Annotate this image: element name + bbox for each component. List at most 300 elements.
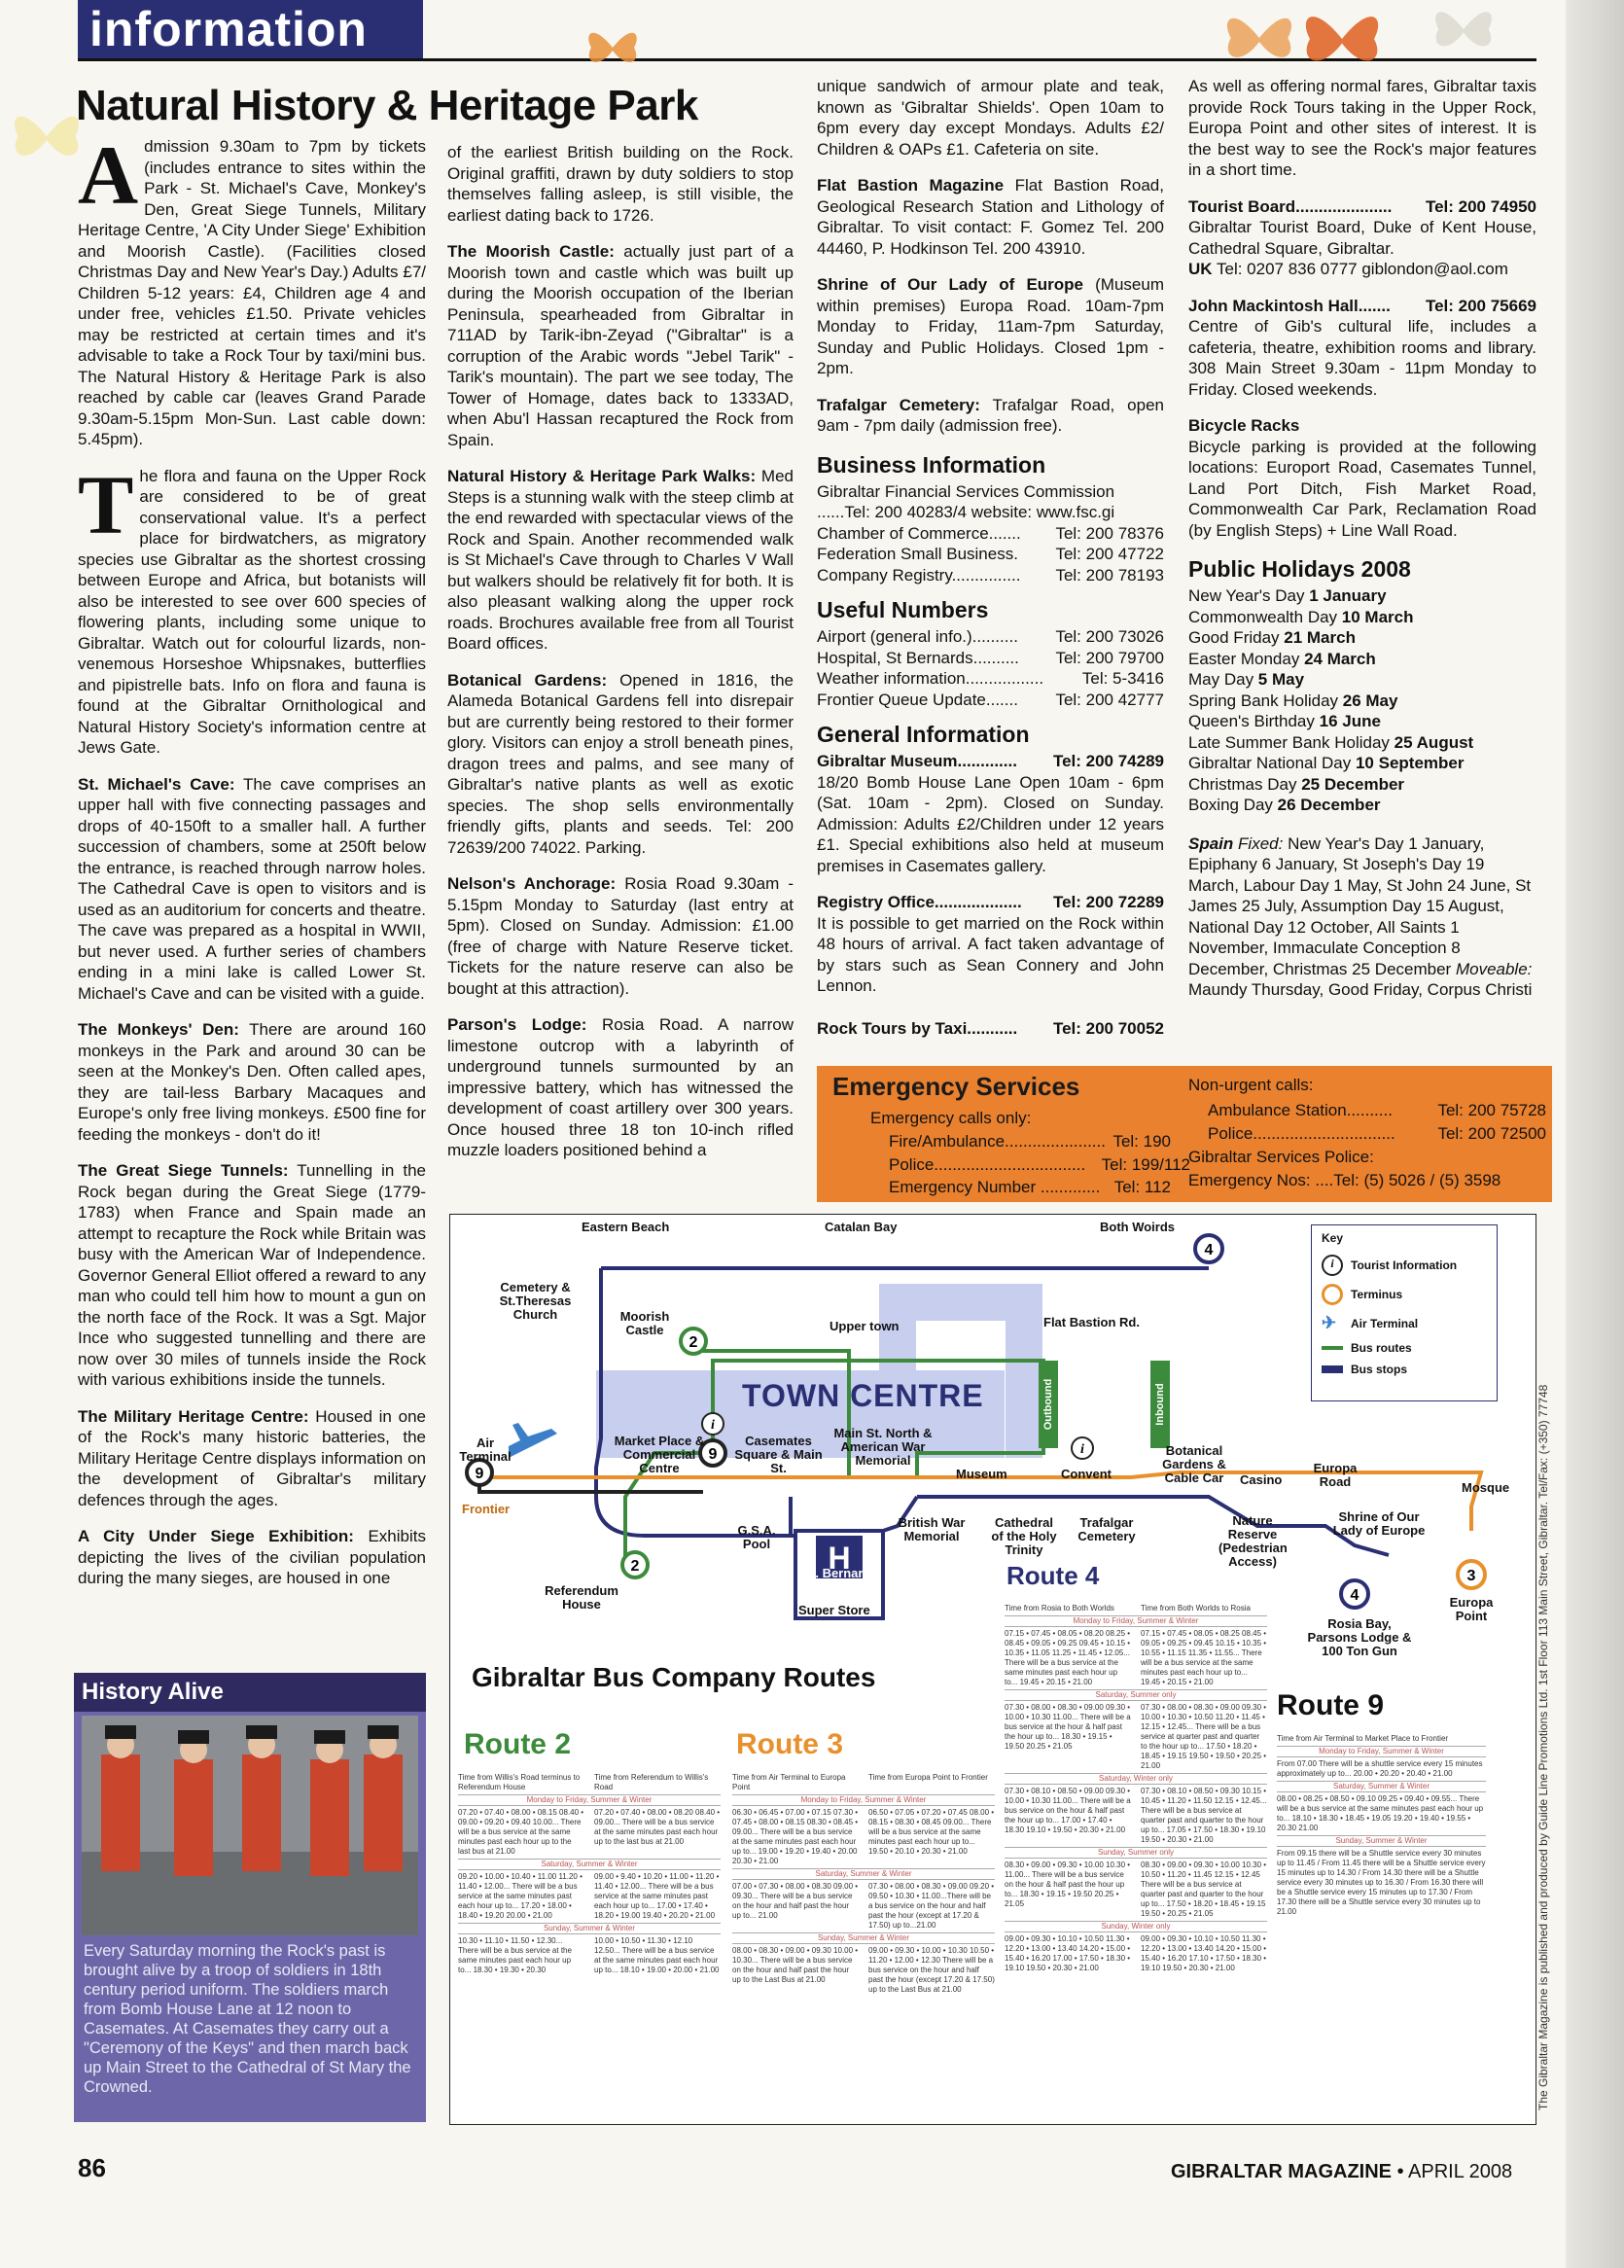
timetable-period: Sunday, Summer & Winter xyxy=(732,1932,995,1944)
row-value: Tel: 200 78376 xyxy=(1055,523,1164,543)
section-heading: Flat Bastion Magazine xyxy=(817,176,1005,195)
mackintosh-row xyxy=(1188,296,1536,317)
key-item xyxy=(1312,1251,1497,1280)
bus-stop-icon xyxy=(1322,1365,1343,1373)
map-label-british-war: British War Memorial xyxy=(898,1515,966,1543)
timetable-times: 09.00 • 09.30 • 10.10 • 10.50 11.30 • 12.20 • 13.00 • 13.40 14.20 • 15.00 • 15.40 • 16.20 17.10 • 17.50 • 18.30 • 19.10 19.50 • 20.30 • 21.00 xyxy=(1141,1934,1267,1972)
map-label-casemates: Casemates Square & Main St. xyxy=(734,1434,823,1475)
timetable-row xyxy=(732,1882,995,1931)
butterfly-icon xyxy=(1430,0,1498,58)
timetable-times: 09.00 • 9.40 • 10.20 • 11.00 • 11.20 • 11.40 • 12.00... There will be a bus service at the same minutes past each hour up to... 17.00 • 17.40 • 18.20 • 19.00 19.40 • 20.20 • 21.00 xyxy=(594,1872,720,1920)
emergency-row xyxy=(889,1178,1171,1197)
section-heading: The Monkeys' Den: xyxy=(78,1020,239,1039)
hospital-glyph: H xyxy=(828,1541,851,1576)
row-value: Tel: 200 72289 xyxy=(1052,893,1164,911)
footer-masthead xyxy=(1171,2161,1512,2183)
key-item xyxy=(1312,1280,1497,1309)
row-label: Airport (general info.).......... xyxy=(817,627,1018,646)
holiday-date: 26 May xyxy=(1342,691,1398,710)
row-label: Emergency Number ............. xyxy=(889,1178,1101,1196)
emergency-box xyxy=(817,1066,1552,1202)
map-label-super-store: Super Store xyxy=(798,1603,870,1617)
terminus-number: 9 xyxy=(475,1466,484,1482)
timetable-times: 06.50 • 07.05 • 07.20 • 07.45 08.00 • 08.15 • 08.30 • 08.45 09.00... There will be a bus service at the same minutes past each hour up to... 19.50 • 20.10 • 20.30 • 21.00 xyxy=(868,1808,995,1856)
timetable-col-label: Time from Both Worlds to Rosia xyxy=(1141,1604,1251,1612)
timetable-times: 09.20 • 10.00 • 10.40 • 11.00 11.20 • 11.40 • 12.00... There will be a bus service at the same minutes past each hour up to... 17.20 • 18.00 • 18.40 • 19.20 20.00 • 21.00 xyxy=(458,1872,583,1920)
timetable-period: Monday to Friday, Summer & Winter xyxy=(458,1794,721,1806)
row-label: Rock Tours by Taxi........... xyxy=(817,1018,1018,1038)
timetable-row xyxy=(732,1946,995,1995)
general-info-heading: General Information xyxy=(817,722,1030,747)
intro-paragraph xyxy=(78,128,427,450)
holiday-date: 26 December xyxy=(1277,796,1381,814)
timetable-times: 09.00 • 09.30 • 10.00 • 10.30 10.50 • 11.20 • 12.00 • 12.30 There will be a bus service on the hour and half past the hour (except 17.20 & 17.50) up to the Last Bus at 21.00 xyxy=(868,1946,995,1994)
business-row xyxy=(817,523,1164,545)
butterfly-icon xyxy=(1220,4,1298,72)
section-paragraph xyxy=(78,1160,426,1391)
row-label: Police................................. xyxy=(889,1155,1086,1174)
airplane-icon: ✈ xyxy=(1322,1313,1337,1332)
timetable-times: 07.15 • 07.45 • 08.05 • 08.25 08.45 • 09.05 • 09.25 • 09.45 10.15 • 10.35 • 10.55 • 11.15 11.35 • 11.55... There will be a bus service at the same minutes past each hour up to... 19.45 • 20.15 • 21.00 xyxy=(1141,1629,1267,1686)
section-text: Housed in one of the Rock's many historic batteries, the Military Heritage Centre displays information on the development of Gibraltar's military defences through the ages. xyxy=(78,1406,426,1509)
key-label: Tourist Information xyxy=(1351,1258,1458,1272)
timetable-period: Monday to Friday, Summer & Winter xyxy=(732,1794,995,1806)
holiday-item xyxy=(1188,649,1536,670)
row-value: Tel: 5-3416 xyxy=(1081,669,1164,688)
timetable-times: 07.30 • 08.10 • 08.50 • 09.30 10.15 • 10.45 • 11.20 • 11.50 12.15 • 12.45... There will be a bus service at quarter past and quarter to the hour up to... 17.05 • 17.50 • 18.30 • 19.10 19.50 • 20.30 • 21.00 xyxy=(1141,1787,1267,1844)
map-label-mosque: Mosque xyxy=(1462,1480,1510,1495)
section-paragraph xyxy=(447,1014,794,1161)
timetable-body xyxy=(1277,1746,1486,1917)
row-value: Tel: 112 xyxy=(1113,1178,1171,1196)
timetable-row xyxy=(732,1808,995,1866)
holiday-name: Easter Monday xyxy=(1188,649,1305,668)
row-label: John Mackintosh Hall....... xyxy=(1188,296,1391,315)
holiday-date: 5 May xyxy=(1257,670,1305,689)
timetable-header xyxy=(458,1773,721,1792)
map-label-main-st: Main St. North & American War Memorial xyxy=(833,1426,933,1468)
map-label-trafalgar: Trafalgar Cemetery xyxy=(1077,1515,1136,1543)
map-label-both-worlds: Both Woirds xyxy=(1100,1220,1176,1234)
map-label-europa-road: Europa Road xyxy=(1313,1461,1358,1489)
history-alive-box xyxy=(74,1673,426,2122)
uk-text: Tel: 0207 836 0777 giblondon@aol.com xyxy=(1216,260,1508,278)
holidays-heading: Public Holidays 2008 xyxy=(1188,556,1411,582)
holiday-date: 10 September xyxy=(1355,754,1465,772)
map-label-europa-point: Europa Point xyxy=(1449,1595,1494,1623)
holiday-date: 16 June xyxy=(1319,712,1381,730)
row-value: Tel: 190 xyxy=(1112,1132,1171,1151)
section-text: Rosia Road. A narrow limestone outcrop with a labyrinth of underground tunnels surmounted by an impressive battery, which has witnessed the development of coast artillery over 300 years. Once housed three 18 ton 10-inch rifled muzzle loaders positioned behind a xyxy=(447,1015,794,1159)
page-edge-shadow xyxy=(1566,0,1624,2268)
useful-row xyxy=(817,668,1164,690)
butterfly-icon xyxy=(583,23,642,72)
taxi-continued: As well as offering normal fares, Gibraltar taxis provide Rock Tours taking in the Upper Rock, Europa Point and other sites of interest. It is the best way to see the Rock's major features in a short time. xyxy=(1188,77,1536,179)
section-paragraph xyxy=(78,1406,426,1511)
route-9-title: Route 9 xyxy=(1277,1689,1385,1721)
section-paragraph xyxy=(817,274,1164,379)
timetable-times: 09.00 • 09.30 • 10.10 • 10.50 11.30 • 12.20 • 13.00 • 13.40 14.20 • 15.00 • 15.40 • 16.20 17.00 • 17.50 • 18.30 • 19.10 19.50 • 20.30 • 21.00 xyxy=(1005,1934,1131,1972)
key-item xyxy=(1312,1359,1497,1380)
row-label: Tourist Board..................... xyxy=(1188,196,1393,216)
map-label-upper-town: Upper town xyxy=(830,1319,900,1333)
page-number: 86 xyxy=(78,2153,106,2182)
row-value: Tel: 200 78193 xyxy=(1055,565,1164,585)
row-value: Tel: 199/112 xyxy=(1101,1155,1190,1174)
holiday-item xyxy=(1188,795,1536,816)
section-heading: Trafalgar Cemetery: xyxy=(817,395,980,414)
timetable-period: Sunday, Winter only xyxy=(1005,1921,1267,1932)
row-label: Ambulance Station.......... xyxy=(1208,1101,1393,1119)
timetable-period: Sunday, Summer & Winter xyxy=(1277,1835,1486,1847)
map-label-gsa-pool: G.S.A. Pool xyxy=(737,1523,776,1551)
row-value: Tel: 200 75669 xyxy=(1425,296,1536,315)
section-heading: The Military Heritage Centre: xyxy=(78,1406,309,1426)
issue-date: • APRIL 2008 xyxy=(1396,2161,1513,2182)
timetable-times: From 09.15 there will be a Shuttle service every 30 minutes up to 11.45 / From 11.45 there will be a Shuttle service every 15 minutes up to 14.30 / From 14.30 there will be a Shuttle service every 30 minutes up to 16.30 / From 16.30 there will be a Shuttle service every 15 minutes up to 17.30 / From 17.30 there will be a Shuttle service every 30 minutes up to 21.00 xyxy=(1277,1849,1486,1916)
timetable-row xyxy=(1005,1787,1267,1845)
holiday-name: Gibraltar National Day xyxy=(1188,754,1356,772)
emergency-row xyxy=(889,1132,1171,1152)
emergency-subtitle: Emergency calls only: xyxy=(870,1109,1032,1127)
holiday-item xyxy=(1188,774,1536,796)
section-paragraph xyxy=(78,774,426,1005)
history-alive-caption: Every Saturday morning the Rock's past is brought alive by a troop of soldiers in 18th century period uniform. The soldiers march from Bomb House Lane at 12 noon to Casemates. At Casemates they carry out a "Ceremony of the Keys" and then march back up Main Street to the Cathedral of St Mary the Crowned. xyxy=(84,1942,411,2096)
terminus-number: 4 xyxy=(1204,1242,1214,1258)
map-label-frontier: Frontier xyxy=(462,1502,511,1516)
section-heading: Shrine of Our Lady of Europe xyxy=(817,275,1084,294)
timetable-route-2 xyxy=(458,1773,721,1975)
row-value: Tel: 200 75728 xyxy=(1437,1101,1546,1119)
map-label-st-bernards: St. Bernards Hospital xyxy=(802,1566,878,1594)
timetable-row xyxy=(458,1872,721,1921)
bus-company-title: Gibraltar Bus Company Routes xyxy=(472,1662,876,1692)
timetable-row xyxy=(458,1808,721,1857)
map-label-market-place: Market Place & Commercial Centre xyxy=(614,1434,705,1475)
row-value: Tel: 200 74950 xyxy=(1425,196,1536,216)
dropcap: A xyxy=(78,128,139,222)
timetable-body xyxy=(1005,1615,1267,1973)
key-label: Bus stops xyxy=(1351,1363,1408,1376)
row-value: Tel: 200 72500 xyxy=(1437,1124,1546,1143)
timetable-period: Sunday, Summer only xyxy=(1005,1847,1267,1859)
bicycle-text: Bicycle parking is provided at the following locations: Europort Road, Casemates Tunnel, Land Port Ditch, Fish Market Road, Commonwealth Car Park, Reclamation Road (by English Steps) + Line Wall Road. xyxy=(1188,437,1536,540)
section-text: Exhibits depicting the lives of the civilian population during the many sieges, are housed in one xyxy=(78,1527,426,1587)
row-label: Frontier Queue Update....... xyxy=(817,690,1018,709)
column-4 xyxy=(1188,76,1536,1016)
holiday-name: Spring Bank Holiday xyxy=(1188,691,1343,710)
timetable-period: Saturday, Summer & Winter xyxy=(732,1868,995,1880)
history-alive-title: History Alive xyxy=(74,1673,426,1712)
map-label-rosia-bay: Rosia Bay, Parsons Lodge & 100 Ton Gun xyxy=(1307,1616,1412,1658)
section-heading: The Great Siege Tunnels: xyxy=(78,1161,289,1180)
key-item xyxy=(1312,1337,1497,1359)
column-2 xyxy=(447,142,794,1177)
section-text: Med Steps is a stunning walk with the steep climb at the end rewarded with spectacular views of the Rock and Spain. Another recommended walk is St Michael's Cave through to Charles V Wall but walkers should be relatively fit for both. It is also pleasant walking along the upper rock roads. Brochures available free from all Tourist Board offices. xyxy=(447,467,794,653)
terminus-number: 9 xyxy=(708,1446,718,1463)
map-label-nature-reserve: Nature Reserve (Pedestrian Access) xyxy=(1218,1513,1288,1569)
timetable-col-label: Time from Rosia to Both Worlds xyxy=(1005,1604,1114,1612)
terminus-icon xyxy=(1322,1284,1343,1305)
section-text: Flat Bastion Road, Geological Research Station and Lithology of Gibraltar. To visit contact: F. Gomez Tel. 200 44460, P. Hodkinson Tel. 200 43910. xyxy=(817,176,1164,258)
mackintosh-text: Centre of Gib's cultural life, includes a cafeteria, theatre, exhibition rooms and library. 308 Main Street 9.30am - 11pm Monday to Friday. Closed weekends. xyxy=(1188,317,1536,399)
spain-text: New Year's Day 1 January, Epiphany 6 January, St Joseph's Day 19 March, Labour Day 1 May, St John 24 June, St James 25 July, Assumption Day 15 August, National Day 12 October, All Saints 1 November, Immaculate Conception 8 December, Christmas 25 December xyxy=(1188,833,1532,978)
row-label: Registry Office................... xyxy=(817,893,1022,911)
bicycle-heading: Bicycle Racks xyxy=(1188,416,1300,435)
route-4-line xyxy=(917,1497,1389,1555)
holiday-list xyxy=(1188,585,1536,816)
business-heading: Business Information xyxy=(817,451,1046,478)
inbound-label: Inbound xyxy=(1154,1383,1166,1426)
timetable-route-4 xyxy=(1005,1604,1267,1973)
nonurgent-title: Non-urgent calls: xyxy=(1188,1076,1314,1094)
taxi-row xyxy=(817,1018,1164,1040)
timetable-col-label: Time from Air Terminal to Market Place to Frontier xyxy=(1277,1734,1449,1743)
row-label: Gibraltar Museum............. xyxy=(817,752,1017,770)
row-label: Fire/Ambulance...................... xyxy=(889,1132,1106,1151)
key-label: Air Terminal xyxy=(1351,1316,1419,1330)
holiday-item xyxy=(1188,753,1536,774)
timetable-times: 07.30 • 08.00 • 08.30 • 09.00 09.30 • 10.00 • 10.30 11.00... There will be a bus service at the hour & half past the hour up to... 18.30 • 19.15 • 19.50 20.25 • 21.05 xyxy=(1005,1703,1131,1751)
holiday-item xyxy=(1188,732,1536,754)
key-label: Terminus xyxy=(1351,1288,1403,1301)
continued-paragraph: unique sandwich of armour plate and teak, known as 'Gibraltar Shields'. Open 10am to 6pm every day except Mondays. Adults £2/ Children & OAPs £1. Cafeteria on site. xyxy=(817,77,1164,159)
registry-text: It is possible to get married on the Rock within 48 hours of arrival. A fact taken advantage of by stars such as Sean Connery and John Lennon. xyxy=(817,913,1164,995)
key-title: Key xyxy=(1322,1231,1344,1245)
spain-fixed-label: Fixed: xyxy=(1238,833,1284,853)
timetable-times: 10.30 • 11.10 • 11.50 • 12.30... There will be a bus service at the same minutes past each hour up to... 18.30 • 19.30 • 20.30 xyxy=(458,1936,572,1974)
holiday-name: Christmas Day xyxy=(1188,774,1302,794)
timetable-times: 07.00 • 07.30 • 08.00 • 08.30 09.00 • 09.30... There will be a bus service on the hour and half past the hour up to... 21.00 xyxy=(732,1882,859,1920)
timetable-times: 08.00 • 08.30 • 09.00 • 09.30 10.00 • 10.30... There will be a bus service on the hour and half past the hour up to the Last Bus at 21.00 xyxy=(732,1946,859,1984)
timetable-times: 07.30 • 08.00 • 08.30 • 09.00 09.30 • 10.00 • 10.30 • 10.50 11.20 • 11.45 • 12.15 • 12.45... There will be a bus service at quarter past and quarter to the hour up to... 17.50 • 18.20 • 18.45 • 19.15 19.50 • 19.50 • 20.25 • 21.00 xyxy=(1141,1703,1267,1770)
vertical-credit xyxy=(1536,1384,1556,2110)
useful-row xyxy=(817,648,1164,669)
row-label: Weather information................. xyxy=(817,669,1044,688)
holiday-name: Commonwealth Day xyxy=(1188,607,1342,626)
timetable-period: Saturday, Winter only xyxy=(1005,1773,1267,1785)
nonurgent-row xyxy=(1208,1101,1546,1120)
timetable-col-label: Time from Air Terminal to Europa Point xyxy=(732,1773,846,1791)
flora-text: he flora and fauna on the Upper Rock are considered to be of great conservational value. It's a perfect place for birdwatchers, as migratory species use Gibraltar as the shortest crossing between Europe and Africa, but botanists will also be interested to see over 600 species of flowering plants, including some unique to Gibraltar. Watch out for colourful lizards, non-venemous Horseshoe Whipsnakes, butterflies and pipistrelle bats. Info on flora and fauna is found at the Gibraltar Ornithological and Natural History Society's information centre at Jews Gate. xyxy=(78,466,426,757)
section-paragraph xyxy=(78,1019,426,1145)
outbound-label: Outbound xyxy=(1042,1378,1054,1431)
emergency-row xyxy=(889,1155,1190,1175)
timetable-period: Saturday, Summer & Winter xyxy=(1277,1781,1486,1792)
holiday-name: Queen's Birthday xyxy=(1188,712,1320,730)
business-line: ......Tel: 200 40283/4 website: www.fsc.gi xyxy=(817,503,1115,521)
dropcap: T xyxy=(78,457,134,551)
continued-paragraph: of the earliest British building on the Rock. Original graffiti, drawn by duty soldiers to stop themselves falling asleep, is still visible, the earliest dating back to 1726. xyxy=(447,143,794,225)
timetable-times: 07.20 • 07.40 • 08.00 • 08.20 08.40 • 09.00... There will be a bus service at the same minutes past each hour up to the last bus at 21.00 xyxy=(594,1808,721,1846)
row-value: Tel: 200 73026 xyxy=(1055,627,1164,646)
holiday-date: 21 March xyxy=(1284,628,1356,647)
section-heading: Parson's Lodge: xyxy=(447,1015,587,1034)
row-label: Chamber of Commerce....... xyxy=(817,523,1021,543)
timetable-col-label: Time from Europa Point to Frontier xyxy=(868,1773,988,1782)
timetable-times: 07.30 • 08.00 • 08.30 • 09.00 09.20 • 09.50 • 10.30 • 11.00...There will be a bus service on the hour and half past the hour (except at 17.20 & 17.50) up to...21.00 xyxy=(868,1882,995,1930)
map-label-museum: Museum xyxy=(956,1467,1007,1481)
section-heading: The Moorish Castle: xyxy=(447,242,615,261)
row-value: Tel: 200 47722 xyxy=(1055,545,1164,563)
timetable-row xyxy=(1277,1849,1486,1917)
map-label-cathedral: Cathedral of the Holy Trinity xyxy=(991,1515,1057,1557)
airplane-icon xyxy=(509,1423,557,1458)
section-text: The cave comprises an upper hall with five connecting passages and drops of 40-150ft to a smaller hall. A further succession of chambers, some at 250ft below the entrance, is reached through narrow holes. The Cathedral Cave is open to visitors and is used as an auditorium for concerts and theatre. The cave was prepared as a hospital in WWII, but never used. A further series of chambers ending in a mini lake is called Lower St. Michael's Cave and can be visited with a guide. xyxy=(78,774,426,1003)
map-label-eastern-beach: Eastern Beach xyxy=(582,1220,670,1234)
timetable-body xyxy=(458,1794,721,1975)
timetable-times: 07.15 • 07.45 • 08.05 • 08.20 08.25 • 08.45 • 09.05 • 09.25 09.45 • 10.15 • 10.35 • 11.05 11.25 • 11.45 • 12.05... There will be a bus service at the same minutes past each hour up to... 19.45 • 20.15 • 21.00 xyxy=(1005,1629,1131,1686)
timetable-col-label: Time from Referendum to Willis's Road xyxy=(594,1773,709,1791)
column-3 xyxy=(817,76,1164,1039)
holiday-item xyxy=(1188,691,1536,712)
flora-paragraph xyxy=(78,457,426,759)
terminus-number: 4 xyxy=(1350,1587,1359,1604)
timetable-header xyxy=(1005,1604,1267,1613)
business-row xyxy=(817,544,1164,565)
row-label: Police............................... xyxy=(1208,1124,1395,1143)
row-value: Tel: 200 74289 xyxy=(1052,752,1164,770)
timetable-row xyxy=(1005,1629,1267,1687)
tourist-info-glyph: i xyxy=(1080,1442,1084,1457)
magazine-name: GIBRALTAR MAGAZINE xyxy=(1171,2161,1393,2182)
butterfly-icon xyxy=(8,97,86,175)
bus-route-icon xyxy=(1322,1346,1343,1350)
section-paragraph xyxy=(447,873,794,999)
useful-numbers-heading: Useful Numbers xyxy=(817,597,989,622)
section-heading: Nelson's Anchorage: xyxy=(447,874,617,893)
section-heading: Natural History & Heritage Park Walks: xyxy=(447,467,757,485)
holiday-item xyxy=(1188,607,1536,628)
timetable-header xyxy=(732,1773,995,1792)
museum-text: 18/20 Bomb House Lane Open 10am - 6pm (Sat. 10am - 2pm). Closed on Sunday. Admission: Adults £2/Children under 12 years £1. Special exhibitions also held at museum premises in Casemates gallery. xyxy=(817,772,1164,875)
intro-text: dmission 9.30am to 7pm by tickets (includes entrance to sites within the Park - St. Michael's Cave, Monkey's Den, Great Siege Tunnels, Military Heritage Centre, 'A City Under Siege' Exhibition and Moorish Castle). (Facilities closed Christmas Day and New Year's Day.) Adults £7/ Children 5-12 years: £4, Children age 4 and under free, vehicles £1.50. Private vehicles may be restricted at certain times and it's advisable to take a Rock Tour by taxi/mini bus. The Natural History & Heritage Park is also reached by cable car (leaves Grand Parade 9.30am-5.15pm Mon-Sun. Last cable down: 5.45pm). xyxy=(78,137,427,448)
section-heading: A City Under Siege Exhibition: xyxy=(78,1527,354,1545)
key-label: Bus routes xyxy=(1351,1341,1412,1355)
section-paragraph xyxy=(817,395,1164,437)
route-3-title: Route 3 xyxy=(736,1728,844,1760)
holiday-date: 24 March xyxy=(1304,649,1376,668)
timetable-route-9 xyxy=(1277,1734,1486,1917)
butterfly-icon xyxy=(1298,0,1386,78)
route-4-title: Route 4 xyxy=(1006,1561,1100,1590)
uk-label: UK xyxy=(1188,260,1213,278)
section-text: There are around 160 monkeys in the Park and around 30 can be seen at the Monkey's Den. Often called apes, they are tail-less Barbary Macaques and Europe's only free living monkeys. £500 fine for feeding the monkeys - don't do it! xyxy=(78,1020,426,1144)
section-heading: Botanical Gardens: xyxy=(447,670,608,690)
section-paragraph xyxy=(817,175,1164,259)
timetable-period: Sunday, Summer & Winter xyxy=(458,1923,721,1934)
terminus-number: 2 xyxy=(688,1334,698,1351)
spain-label: Spain xyxy=(1188,833,1234,853)
holiday-item xyxy=(1188,669,1536,691)
row-value: Tel: 200 79700 xyxy=(1055,648,1164,667)
holiday-name: Late Summer Bank Holiday xyxy=(1188,732,1395,752)
timetable-route-3 xyxy=(732,1773,995,1995)
gsp-title: Gibraltar Services Police: xyxy=(1188,1148,1374,1166)
map-label-shrine: Shrine of Our Lady of Europe xyxy=(1332,1509,1426,1538)
registry-row xyxy=(817,892,1164,913)
nonurgent-row xyxy=(1208,1124,1546,1144)
holiday-item xyxy=(1188,627,1536,649)
timetable-row xyxy=(1005,1934,1267,1973)
key-item xyxy=(1312,1309,1497,1337)
map-label-air-terminal: Air Terminal xyxy=(459,1435,512,1464)
section-paragraph xyxy=(447,466,794,655)
timetable-period: Saturday, Summer & Winter xyxy=(458,1859,721,1870)
emergency-title: Emergency Services xyxy=(832,1072,1080,1101)
row-value: Tel: 200 70052 xyxy=(1052,1018,1164,1038)
holiday-item xyxy=(1188,585,1536,607)
section-text: Trafalgar Road, open 9am - 7pm daily (admission free). xyxy=(817,395,1164,435)
tourist-info-glyph: i xyxy=(711,1418,715,1433)
holiday-name: New Year's Day xyxy=(1188,586,1310,605)
timetable-period: Saturday, Summer only xyxy=(1005,1689,1267,1701)
section-text: (Museum within premises) Europa Road. 10am-7pm Monday to Friday, 11am-7pm Saturday, Sunday and Public Holidays. Closed 1pm - 2pm. xyxy=(817,275,1164,377)
town-centre-label: TOWN CENTRE xyxy=(742,1378,984,1413)
map-label-convent: Convent xyxy=(1061,1467,1112,1481)
holiday-name: May Day xyxy=(1188,670,1258,689)
holiday-date: 10 March xyxy=(1341,607,1414,626)
tourist-info-icon: i xyxy=(1322,1255,1343,1276)
timetable-body xyxy=(732,1794,995,1995)
section-header-tab xyxy=(78,0,423,58)
useful-row xyxy=(817,690,1164,711)
section-paragraph xyxy=(447,241,794,450)
column-1 xyxy=(78,128,427,1605)
timetable-times: 08.00 • 08.25 • 08.50 • 09.10 09.25 • 09.40 • 09.55... There will be a bus service at the same minutes past each hour up to... 18.10 • 18.30 • 18.45 • 19.05 19.20 • 19.40 • 19.55 • 20.30 21.00 xyxy=(1277,1794,1484,1832)
map-label-botanical: Botanical Gardens & Cable Car xyxy=(1162,1443,1226,1485)
row-label: Company Registry............... xyxy=(817,565,1021,585)
section-paragraph xyxy=(78,1526,426,1589)
map-key xyxy=(1311,1224,1498,1401)
gsp-row: Emergency Nos: ....Tel: (5) 5026 / (5) 3598 xyxy=(1188,1171,1501,1189)
timetable-times: 08.30 • 09.00 • 09.30 • 10.00 10.30 • 10.50 • 11.20 • 11.45 12.15 • 12.45 There will be a bus service at quarter past and quarter to the hour up to... 17.50 • 18.20 • 18.45 • 19.15 19.50 • 20.25 • 21.05 xyxy=(1141,1860,1267,1918)
spain-holidays xyxy=(1188,833,1536,1001)
map-label-moorish-castle: Moorish Castle xyxy=(619,1309,670,1337)
timetable-row xyxy=(1277,1759,1486,1779)
section-heading: St. Michael's Cave: xyxy=(78,774,235,794)
row-label: Hospital, St Bernards.......... xyxy=(817,648,1019,667)
tourist-board-row xyxy=(1188,196,1536,218)
section-label: information xyxy=(89,2,368,56)
map-label-flat-bastion: Flat Bastion Rd. xyxy=(1043,1315,1140,1329)
timetable-times: 10.00 • 10.50 • 11.30 • 12.10 12.50... There will be a bus service at the same minutes past each hour up to... 18.10 • 19.00 • 20.00 • 21.00 xyxy=(594,1936,720,1974)
terminus-number: 3 xyxy=(1466,1568,1476,1584)
holiday-date: 25 August xyxy=(1394,732,1474,752)
section-paragraph xyxy=(447,670,794,859)
timetable-times: 06.30 • 06.45 • 07.00 • 07.15 07.30 • 07.45 • 08.00 • 08.15 08.30 • 08.45 • 09.00... There will be a bus service at the same minutes past each hour up to... 19.00 • 19.20 • 19.40 • 20.00 20.30 • 21.00 xyxy=(732,1808,859,1865)
section-text: actually just part of a Moorish town and castle which was built up during the Moorish occupation of the Iberian Peninsula, spearheaded from Gibraltar in 711AD by Tarik-ibn-Zeyad ("Gibraltar" is a corruption of the Arabic words "Jebel Tarik" - Tarik's mountain). The part we see today, The Tower of Homage, dates back to 1333AD, when Abu'l Hassan recaptured the Rock from Spain. xyxy=(447,242,794,449)
business-row xyxy=(817,565,1164,586)
holiday-item xyxy=(1188,711,1536,732)
tourist-uk xyxy=(1188,259,1536,280)
timetable-times: 08.30 • 09.00 • 09.30 • 10.00 10.30 • 11.00... There will be a bus service on the hour & half past the hour up to... 18.30 • 19.15 • 19.50 20.25 • 21.05 xyxy=(1005,1860,1131,1908)
row-label: Federation Small Business. xyxy=(817,545,1018,563)
row-value: Tel: 200 42777 xyxy=(1055,690,1164,709)
timetable-row xyxy=(1005,1703,1267,1771)
map-label-referendum: Referendum House xyxy=(545,1583,618,1612)
section-text: Rosia Road 9.30am - 5.15pm Monday to Saturday (last entry at 5pm). Closed on Sunday. Admission: £1.00 (free of charge with Nature Reserve ticket. Tickets for the nature reserve can also be bought at this attraction). xyxy=(447,874,794,998)
business-line: Gibraltar Financial Services Commission xyxy=(817,481,1115,501)
vertical-credit-text: The Gibraltar Magazine is published and produced by Guide Line Promotions Ltd. 1st Floor 113 Main Street, Gibraltar. Tel/Fax: (+350) 77748 xyxy=(1536,1384,1550,2110)
holiday-date: 25 December xyxy=(1301,774,1405,794)
timetable-col-label: Time from Willis's Road terminus to Referendum House xyxy=(458,1773,581,1791)
holiday-name: Good Friday xyxy=(1188,628,1285,647)
map-label-cemetery: Cemetery & St.Theresas Church xyxy=(499,1280,572,1322)
article-title: Natural History & Heritage Park xyxy=(76,82,698,129)
spain-moveable-label: Moveable: xyxy=(1455,959,1533,978)
timetable-times: From 07.00 There will be a shuttle service every 15 minutes approximately up to... 20.00 • 20.20 • 20.40 • 21.00 xyxy=(1277,1759,1483,1778)
